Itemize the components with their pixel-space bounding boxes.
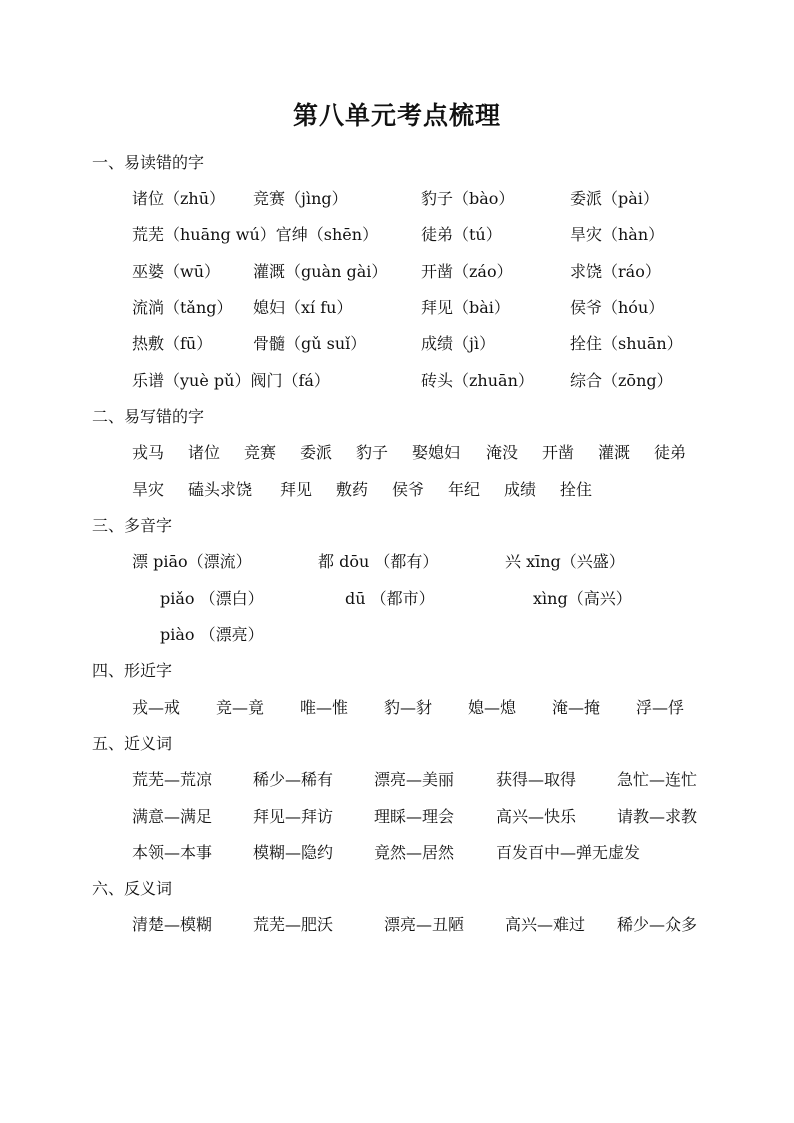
list-item: 荒芜（huāng wú）官绅（shēn）: [132, 225, 379, 244]
list-item: piǎo （漂白）: [160, 589, 264, 608]
list-item: 灌溉（guàn gài）: [253, 262, 388, 281]
list-item: 浮—俘: [636, 698, 685, 717]
section-heading-polyphonic: 三、多音字: [92, 516, 173, 535]
list-item: 委派: [300, 443, 333, 462]
list-item: 急忙—连忙: [617, 770, 698, 789]
list-item: 流淌（tǎng）: [132, 298, 233, 317]
section-heading-hard-to-write: 二、易写错的字: [92, 407, 205, 426]
list-item: 媳—熄: [468, 698, 517, 717]
list-item: 高兴—快乐: [496, 807, 577, 826]
list-item: 乐谱（yuè pǔ）阀门（fá）: [132, 371, 330, 390]
list-item: 年纪: [448, 480, 481, 499]
list-item: piào （漂亮）: [160, 625, 264, 644]
list-item: 媳妇（xí fu）: [253, 298, 353, 317]
list-item: 满意—满足: [132, 807, 213, 826]
list-item: 豹—豺: [384, 698, 433, 717]
list-item: 诸位（zhū）: [132, 189, 226, 208]
list-item: 拜见—拜访: [253, 807, 334, 826]
list-item: 漂 piāo（漂流）: [132, 552, 252, 571]
list-item: 成绩（jì）: [421, 334, 496, 353]
list-item: 拜见: [280, 480, 313, 499]
list-item: 淹—掩: [552, 698, 601, 717]
list-item: 理睬—理会: [374, 807, 455, 826]
list-item: 徒弟: [654, 443, 687, 462]
list-item: 稀少—稀有: [253, 770, 334, 789]
list-item: 竞赛（jìng）: [253, 189, 348, 208]
list-item: 侯爷: [392, 480, 425, 499]
section-heading-antonyms: 六、反义词: [92, 879, 173, 898]
list-item: 开凿（záo）: [421, 262, 513, 281]
list-item: 高兴—难过: [505, 915, 586, 934]
list-item: 骨髓（gǔ suǐ）: [253, 334, 367, 353]
list-item: 竟然—居然: [374, 843, 455, 862]
list-item: 戎马: [132, 443, 165, 462]
list-item: 都 dōu （都有）: [318, 552, 439, 571]
list-item: 稀少—众多: [617, 915, 698, 934]
list-item: 旱灾: [132, 480, 165, 499]
list-item: 荒芜—肥沃: [253, 915, 334, 934]
list-item: 敷药: [336, 480, 369, 499]
list-item: 求饶（ráo）: [570, 262, 661, 281]
list-item: 本领—本事: [132, 843, 213, 862]
list-item: 磕头求饶: [188, 480, 253, 499]
list-item: 戎—戒: [132, 698, 181, 717]
list-item: 唯—惟: [300, 698, 349, 717]
list-item: 旱灾（hàn）: [570, 225, 665, 244]
list-item: 娶媳妇: [412, 443, 461, 462]
list-item: 拴住（shuān）: [570, 334, 683, 353]
section-heading-similar-shape: 四、形近字: [92, 661, 173, 680]
list-item: 豹子: [356, 443, 389, 462]
list-item: 请教—求教: [617, 807, 698, 826]
list-item: 巫婆（wū）: [132, 262, 221, 281]
list-item: 漂亮—美丽: [374, 770, 455, 789]
list-item: 拴住: [560, 480, 593, 499]
list-item: 模糊—隐约: [253, 843, 334, 862]
list-item: 侯爷（hóu）: [570, 298, 665, 317]
list-item: 热敷（fū）: [132, 334, 213, 353]
section-heading-synonyms: 五、近义词: [92, 734, 173, 753]
list-item: 徒弟（tú）: [421, 225, 502, 244]
list-item: 竞赛: [244, 443, 277, 462]
list-item: 荒芜—荒凉: [132, 770, 213, 789]
list-item: 委派（pài）: [570, 189, 659, 208]
list-item: 漂亮—丑陋: [384, 915, 465, 934]
section-heading-hard-to-read: 一、易读错的字: [92, 153, 205, 172]
list-item: 豹子（bào）: [421, 189, 515, 208]
list-item: 灌溉: [598, 443, 631, 462]
list-item: 百发百中—弹无虚发: [496, 843, 641, 862]
list-item: 综合（zōng）: [570, 371, 673, 390]
list-item: 竞—竟: [216, 698, 265, 717]
list-item: 获得—取得: [496, 770, 577, 789]
list-item: 开凿: [542, 443, 575, 462]
list-item: 兴 xīng（兴盛）: [505, 552, 625, 571]
list-item: 清楚—模糊: [132, 915, 213, 934]
list-item: 砖头（zhuān）: [421, 371, 534, 390]
list-item: xìng（高兴）: [533, 589, 632, 608]
list-item: 拜见（bài）: [421, 298, 510, 317]
list-item: dū （都市）: [345, 589, 435, 608]
list-item: 诸位: [188, 443, 221, 462]
page-title: 第八单元考点梳理: [292, 101, 501, 130]
list-item: 淹没: [486, 443, 519, 462]
list-item: 成绩: [504, 480, 537, 499]
